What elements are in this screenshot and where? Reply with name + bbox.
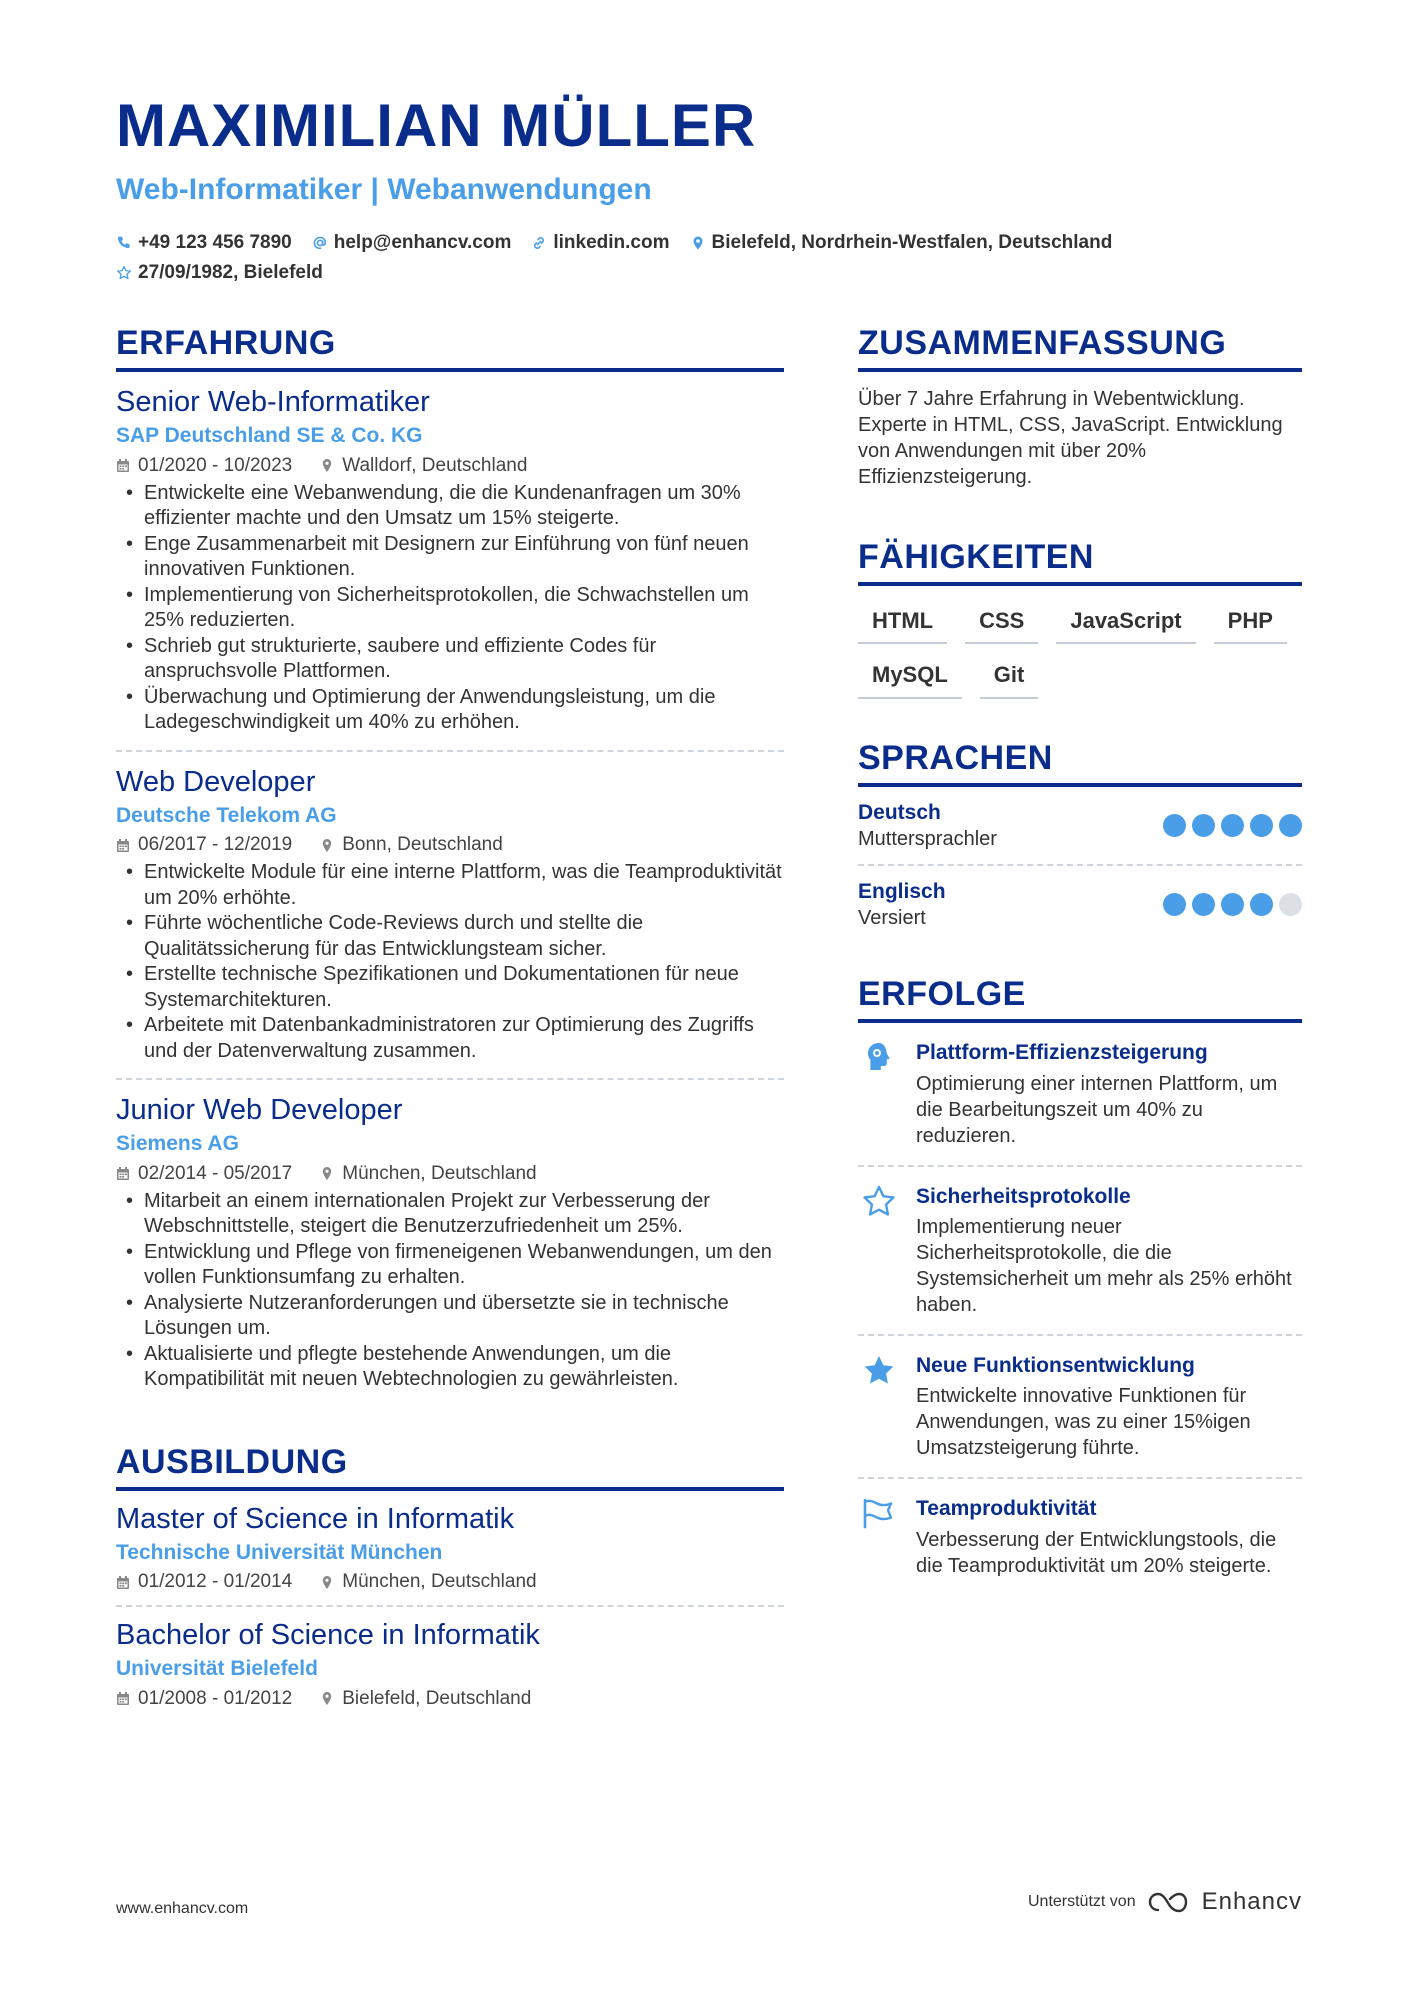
job-dates — [116, 834, 292, 856]
location-pin-icon — [320, 838, 334, 853]
bullet-item: • Entwickelte eine Webanwendung, die die Kundenanfragen um 30% effizienter machte und den Umsatz um 15% steigerte. — [116, 481, 784, 532]
skill-tag: MySQL — [858, 658, 962, 698]
contact-linkedin-text: linkedin.com — [553, 232, 670, 253]
job-meta — [116, 1163, 784, 1185]
education-dates-text: 01/2008 - 01/2012 — [138, 1687, 293, 1709]
achievements-section-title: ERFOLGE — [858, 977, 1302, 1023]
rating-dot-filled — [1279, 814, 1302, 837]
education-dates — [116, 1688, 292, 1710]
job-dates-text: 02/2014 - 05/2017 — [138, 1162, 293, 1184]
location-pin-icon — [320, 1166, 334, 1181]
job-title: Web Developer — [116, 765, 316, 798]
job-title: Junior Web Developer — [116, 1094, 403, 1127]
experience-entry — [116, 752, 784, 1081]
rating-dot-filled — [1163, 893, 1186, 916]
candidate-name: MAXIMILIAN MÜLLER — [116, 92, 757, 159]
achievement-entry — [858, 1023, 1302, 1166]
degree-title: Master of Science in Informatik — [116, 1502, 515, 1535]
footer-website[interactable]: www.enhancv.com — [116, 1900, 249, 1917]
bullet-item: • Analysierte Nutzeranforderungen und übersetzte sie in technische Lösungen um. — [116, 1291, 784, 1342]
bullet-item: • Schrieb gut strukturierte, saubere und effiziente Codes für anspruchsvolle Plattformen. — [116, 634, 784, 685]
job-meta — [116, 834, 784, 856]
contact-info — [116, 228, 1316, 288]
education-location-text: Bielefeld, Deutschland — [342, 1687, 532, 1709]
school-name: Technische Universität München — [116, 1540, 443, 1564]
contact-linkedin[interactable] — [531, 228, 669, 258]
job-location — [320, 1163, 536, 1185]
skills-section-title: FÄHIGKEITEN — [858, 540, 1302, 586]
left-column — [116, 326, 784, 1722]
rating-dot-filled — [1163, 814, 1186, 837]
contact-birth-text: 27/09/1982, Bielefeld — [138, 262, 323, 283]
achievement-title: Neue Funktionsentwicklung — [916, 1353, 1195, 1377]
candidate-headline: Web-Informatiker | Webanwendungen — [116, 173, 652, 206]
contact-phone[interactable] — [116, 228, 292, 258]
education-meta — [116, 1571, 784, 1593]
job-dates — [116, 455, 292, 477]
company-name: Deutsche Telekom AG — [116, 803, 337, 827]
location-pin-icon — [690, 235, 706, 251]
powered-by-label: Unterstützt von — [1027, 1893, 1136, 1910]
school-name: Universität Bielefeld — [116, 1657, 318, 1681]
education-location-text: München, Deutschland — [342, 1571, 537, 1593]
contact-location — [690, 228, 1113, 258]
job-location-text: Walldorf, Deutschland — [342, 454, 528, 476]
bullet-item: • Implementierung von Sicherheitsprotokollen, die Schwachstellen um 25% reduzierten. — [116, 583, 784, 634]
calendar-icon — [116, 838, 130, 853]
rating-dot-filled — [1192, 814, 1215, 837]
languages-section-title: SPRACHEN — [858, 741, 1302, 787]
summary-text: Über 7 Jahre Erfahrung in Webentwicklung. Experte in HTML, CSS, JavaScript. Entwicklung von Anwendungen mit über 20% Effizienzsteigerung. — [858, 388, 1283, 488]
achievement-title: Sicherheitsprotokolle — [916, 1184, 1131, 1208]
education-section-title: AUSBILDUNG — [116, 1445, 784, 1491]
achievement-description: Implementierung neuer Sicherheitsprotokolle, die die Systemsicherheit um mehr als 25% erhöht haben. — [916, 1215, 1292, 1316]
rating-dot-filled — [1250, 814, 1273, 837]
footer-branding — [1028, 1888, 1302, 1916]
achievement-title: Plattform-Effizienzsteigerung — [916, 1041, 1208, 1065]
calendar-icon — [116, 458, 130, 473]
language-name: Deutsch — [858, 800, 941, 824]
company-name: Siemens AG — [116, 1132, 239, 1156]
location-pin-icon — [320, 458, 334, 473]
right-column — [858, 326, 1302, 1595]
rating-dot-filled — [1221, 893, 1244, 916]
enhancv-logo-icon — [1146, 1889, 1192, 1915]
bullet-item: • Entwicklung und Pflege von firmeneigenen Webanwendungen, um den vollen Funktionsumfang zu erhalten. — [116, 1240, 784, 1291]
skill-tag: PHP — [1214, 604, 1287, 644]
degree-title: Bachelor of Science in Informatik — [116, 1619, 540, 1652]
flag-icon — [861, 1497, 897, 1529]
contact-location-text: Bielefeld, Nordrhein-Westfalen, Deutschland — [711, 232, 1113, 253]
calendar-icon — [116, 1575, 130, 1590]
bullet-item: • Aktualisierte und pflegte bestehende Anwendungen, um die Kompatibilität mit neuen Webtechnologien zu gewährleisten. — [116, 1342, 784, 1393]
phone-icon — [116, 235, 132, 251]
bullet-item: • Führte wöchentliche Code-Reviews durch und stellte die Qualitätssicherung für das Entwicklungsteam sicher. — [116, 911, 784, 962]
education-location — [320, 1571, 536, 1593]
contact-email[interactable] — [312, 228, 512, 258]
company-name: SAP Deutschland SE & Co. KG — [116, 424, 423, 448]
location-pin-icon — [320, 1691, 334, 1706]
language-entry — [858, 787, 1302, 866]
star-filled-icon — [862, 1354, 896, 1386]
achievement-entry — [858, 1479, 1302, 1594]
bullet-item: • Mitarbeit an einem internationalen Projekt zur Verbesserung der Webschnittstelle, steigert die Benutzerzufriedenheit um 25%. — [116, 1189, 784, 1240]
achievement-entry — [858, 1336, 1302, 1479]
language-level: Versiert — [858, 907, 926, 930]
skill-tag: Git — [980, 658, 1039, 698]
achievement-description: Verbesserung der Entwicklungstools, die die Teamproduktivität um 20% steigerte. — [916, 1528, 1277, 1577]
language-rating — [1163, 814, 1302, 837]
skills-list — [858, 604, 1302, 699]
education-meta — [116, 1688, 784, 1710]
skill-tag: CSS — [965, 604, 1038, 644]
experience-entry — [116, 1080, 784, 1407]
language-level: Muttersprachler — [858, 828, 997, 851]
job-bullets — [116, 1189, 784, 1393]
skill-tag: HTML — [858, 604, 947, 644]
education-location — [320, 1688, 531, 1710]
achievement-description: Optimierung einer internen Plattform, um die Bearbeitungszeit um 40% zu reduzieren. — [916, 1072, 1278, 1147]
language-entry — [858, 866, 1302, 943]
head-icon — [864, 1041, 894, 1073]
location-pin-icon — [320, 1575, 334, 1590]
job-dates — [116, 1163, 292, 1185]
bullet-item: • Arbeitete mit Datenbankadministratoren zur Optimierung des Zugriffs und der Datenverwaltung zusammen. — [116, 1013, 784, 1064]
calendar-icon — [116, 1166, 130, 1181]
job-location — [320, 834, 503, 856]
bullet-item: • Überwachung und Optimierung der Anwendungsleistung, um die Ladegeschwindigkeit um 40% zu erhöhen. — [116, 685, 784, 736]
language-rating — [1163, 893, 1302, 916]
rating-dot-filled — [1221, 814, 1244, 837]
education-entry — [116, 1491, 784, 1608]
job-location-text: München, Deutschland — [342, 1162, 537, 1184]
brand-name: Enhancv — [1201, 1888, 1302, 1915]
achievement-title: Teamproduktivität — [916, 1497, 1097, 1521]
bullet-item: • Enge Zusammenarbeit mit Designern zur Einführung von fünf neuen innovativen Funktionen. — [116, 532, 784, 583]
bullet-item: • Entwickelte Module für eine interne Plattform, was die Teamproduktivität um 20% erhöhte. — [116, 860, 784, 911]
rating-dot-empty — [1279, 893, 1302, 916]
job-dates-text: 01/2020 - 10/2023 — [138, 454, 293, 476]
contact-birth — [116, 258, 323, 288]
language-name: Englisch — [858, 880, 946, 904]
bullet-item: • Erstellte technische Spezifikationen und Dokumentationen für neue Systemarchitekturen. — [116, 962, 784, 1013]
summary-section-title: ZUSAMMENFASSUNG — [858, 326, 1302, 372]
education-dates-text: 01/2012 - 01/2014 — [138, 1571, 293, 1593]
education-entry — [116, 1607, 784, 1722]
job-meta — [116, 455, 784, 477]
experience-section-title: ERFAHRUNG — [116, 326, 784, 372]
education-dates — [116, 1571, 292, 1593]
star-outline-icon — [862, 1185, 896, 1217]
star-outline-icon — [116, 265, 132, 281]
job-location-text: Bonn, Deutschland — [342, 834, 503, 856]
achievement-description: Entwickelte innovative Funktionen für Anwendungen, was zu einer 15%igen Umsatzsteigerung führte. — [916, 1385, 1251, 1460]
achievement-entry — [858, 1167, 1302, 1336]
rating-dot-filled — [1192, 893, 1215, 916]
skill-tag: JavaScript — [1056, 604, 1195, 644]
job-bullets — [116, 481, 784, 736]
rating-dot-filled — [1250, 893, 1273, 916]
job-title: Senior Web-Informatiker — [116, 386, 430, 418]
calendar-icon — [116, 1691, 130, 1706]
link-icon — [531, 235, 547, 251]
at-icon — [312, 235, 328, 251]
job-bullets — [116, 860, 784, 1064]
contact-email-text: help@enhancv.com — [333, 232, 512, 253]
job-dates-text: 06/2017 - 12/2019 — [138, 834, 293, 856]
experience-entry — [116, 372, 784, 752]
job-location — [320, 455, 527, 477]
contact-phone-text: +49 123 456 7890 — [138, 232, 292, 253]
